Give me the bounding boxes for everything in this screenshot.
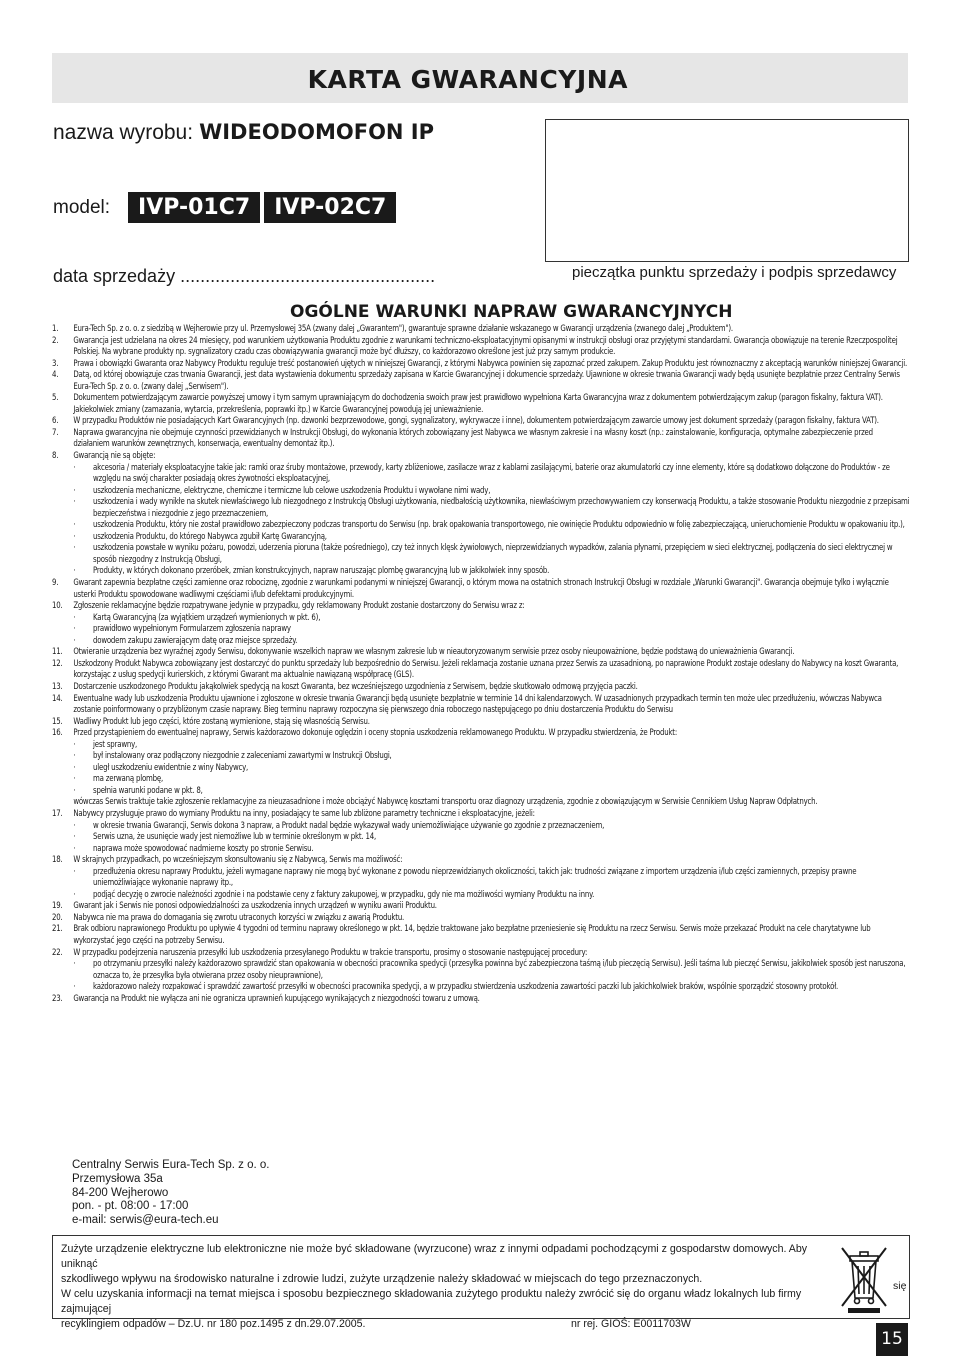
service-address [72, 1159, 270, 1228]
term-number: 3. [52, 358, 59, 369]
model-value-2: IVP-02C7 [264, 192, 396, 223]
section-title: OGÓLNE WARUNKI NAPRAW GWARANCYJNYCH [290, 302, 733, 322]
term-item [52, 728, 910, 740]
term-bullet-text: jest sprawny, [93, 739, 138, 750]
term-item [52, 913, 910, 925]
term-text: Gwarant zapewnia bezpłatne części zamienne oraz robociznę, zgodnie z warunkami podanymi w niniejszej Gwarancji, o którym mowa na ostatnich stronach Instrukcji Obsługi w rozdziale „Warunki Gwarancji". Gwarancja obejmuje tylko i wyłącznie usterki Produktu spowodowane wadliwymi częściami i/lub defektami produkcyjnymi. [73, 578, 889, 600]
term-number: 19. [52, 901, 63, 912]
product-name-value: WIDEODOMOFON IP [199, 120, 435, 144]
title-bar [52, 53, 908, 103]
model-label: model: [53, 196, 111, 218]
term-bullet-text: uszkodzenia Produktu, który nie został prawidłowo zabezpieczony podczas transportu do Serwisu (np. brak opakowania transportowego, nie owinięcie Produktu odpowiednio w folię zabezpieczającą, unieruchomienie Produktu w opakowaniu itp.), [93, 520, 905, 531]
term-number: 13. [52, 681, 63, 692]
term-bullet-text: Produkty, w których dokonano przeróbek, zmian konstrukcyjnych, napraw naruszając plombę gwarancyjną lub w jakikolwiek inny sposób. [93, 566, 550, 577]
term-bullet-text: uszkodzenia Produktu, do którego Nabywca zgubił Kartę Gwarancyjną, [93, 531, 327, 542]
term-item [52, 659, 910, 682]
weee-legal-ref: recyklingiem odpadów – Dz.U. nr 180 poz.1495 z dn.29.07.2005. [61, 1318, 366, 1330]
weee-line [61, 1317, 831, 1332]
term-number: 1. [52, 324, 59, 334]
product-name-label: nazwa wyrobu: [53, 121, 194, 144]
term-bullet-text: Kartą Gwarancyjną (za wyjątkiem urządzeń wymienionych w pkt. 6), [93, 612, 321, 623]
service-hours: pon. - pt. 08:00 - 17:00 [72, 1200, 189, 1213]
term-text: Otwieranie urządzenia bez wyraźnej zgody Serwisu, dokonywanie wszelkich napraw we własnym zakresie lub w nieautoryzowanym serwisie przez osoby nieupoważnione, będzie podstawą do unieważnienia Gwarancji. [73, 647, 795, 658]
term-number: 22. [52, 947, 63, 958]
term-bullet: · Serwis uzna, że usunięcie wady jest niemożliwe lub w terminie określonym w pkt. 14, [73, 832, 909, 844]
term-item [52, 682, 910, 694]
term-item [52, 324, 910, 336]
term-bullet-text: dowodem zakupu zawierającym datę oraz miejsce sprzedaży. [93, 635, 298, 646]
model-value-1: IVP-01C7 [128, 192, 260, 223]
term-item [52, 601, 910, 613]
service-street: Przemysłowa 35a [72, 1172, 163, 1185]
term-text: Eura-Tech Sp. z o. o. z siedzibą w Wejherowie przy ul. Przemysłowej 35A (zwany dalej „Gwarantem"), gwarantuje sprawne działanie wskazanego w Gwarancji urządzenia (zwanego dalej „Produktem"). [73, 324, 733, 334]
service-name: Centralny Serwis Eura-Tech Sp. z o. o. [72, 1159, 270, 1171]
term-item [52, 855, 910, 867]
term-bullet-text: uszkodzenia mechaniczne, elektryczne, chemiczne i termiczne lub celowe uszkodzenia Produktu i wywołane nimi wady, [93, 485, 491, 496]
term-text: Ewentualne wady lub uszkodzenia Produktu ujawnione i zgłoszone w okresie trwania Gwarancji będą usunięte bezpłatnie w terminie 14 dni kalendarzowych. W uzasadnionych przypadkach termin ten może ulec przedłużeniu, wówczas Nabywca zostanie poinformowany o przybliżonym czasie naprawy. Bieg terminu naprawy rozpoczyna się pierwszego dnia roboczego następującego po dniu dostarczenia Produktu do Serwisu [73, 693, 882, 716]
service-city: 84-200 Wejherowo [72, 1186, 169, 1199]
term-bullet: · przedłużenia okresu naprawy Produktu, jeżeli wymagane naprawy nie mogą być wykonane z powodu nieprzewidzianych okoliczności, takich jak: trudności związane z importem urządzenia i/lub części zamiennych, przepisy prawne uniemożliwiające wykonanie naprawy itp., [73, 867, 909, 890]
term-bullet-text: w okresie trwania Gwarancji, Serwis dokona 3 napraw, a Produkt nadal będzie wykazywał wady uniemożliwiające używanie go zgodnie z przeznaczeniem, [93, 820, 605, 831]
term-bullet: · uległ uszkodzeniu ewidentnie z winy Nabywcy, [73, 763, 909, 775]
term-bullet: · dowodem zakupu zawierającym datę oraz miejsce sprzedaży. [73, 636, 909, 648]
term-text: Gwarancją nie są objęte: [73, 451, 156, 462]
term-text: Dostarczenie uszkodzonego Produktu jakąkolwiek spedycją na koszt Gwaranta, bez wcześniejszego uzgodnienia z Serwisem, będzie skutkowało odmową przyjęcia paczki. [73, 681, 638, 692]
term-text: Przed przystąpieniem do ewentualnej naprawy, Serwis każdorazowo dokonuje oględzin i oceny stopnia uszkodzenia reklamowanego Produktu. W przypadku stwierdzenia, że Produkt: [73, 728, 678, 739]
term-bullet: · naprawa może spowodować nadmierne koszty po stronie Serwisu. [73, 844, 909, 856]
term-item [52, 336, 910, 359]
term-text: Brak odbioru naprawionego Produktu po upływie 4 tygodni od terminu naprawy określonego w pkt. 14, będzie traktowane jako bezpłatne przeniesienie się Produktu na rzecz Serwisu. Serwis może przekazać Produkt na cele charytatywne lub wykorzystać jego części na potrzeby Serwisu. [73, 924, 871, 946]
term-number: 18. [52, 855, 63, 866]
term-item [52, 994, 910, 1006]
term-text: Nabywca nie ma prawa do domagania się zwrotu utraconych korzyści w związku z awarią Produktu. [73, 912, 405, 923]
term-bullet: · uszkodzenia i wady wynikłe na skutek niewłaściwego lub niezgodnego z Instrukcją Obsługi użytkowania, niedbałością użytkownika, niewłaściwym przechowywaniem czy konserwacją Produktu, a także stosowanie Produktu niezgodnie z przepisami bezpieczeństwa i niezgodnie z jego przeznaczeniem, [73, 497, 910, 519]
term-bullet: · uszkodzenia Produktu, który nie został prawidłowo zabezpieczony podczas transportu do Serwisu (np. brak opakowania transportowego, nie owinięcie Produktu odpowiednio w folię zabezpieczającą, unieruchomienie Produktu w opakowaniu itp.), [73, 520, 909, 532]
term-number: 14. [52, 693, 63, 704]
term-number: 17. [52, 808, 63, 819]
term-text: Nabywcy przysługuje prawo do wymiany Produktu na inny, posiadający te same lub zbliżone parametry techniczne i eksploatacyjne, jeżeli: [73, 808, 535, 819]
term-bullet-text: był instalowany oraz podłączony niezgodnie z zaleceniami zawartymi w Instrukcji Obsługi, [93, 751, 392, 762]
term-number: 9. [52, 578, 59, 589]
term-item [52, 359, 910, 371]
term-text: W przypadku podejrzenia naruszenia przesyłki lub uszkodzenia przesyłanego Produktu w trakcie transportu, prosimy o stosowanie następującej procedury: [73, 947, 588, 958]
term-bullet: · uszkodzenia Produktu, do którego Nabywca zgubił Kartę Gwarancyjną, [73, 532, 909, 544]
term-bullet: · był instalowany oraz podłączony niezgodnie z zaleceniami zawartymi w Instrukcji Obsługi, [73, 751, 909, 763]
term-item [52, 924, 910, 947]
term-text: W przypadku Produktów nie posiadających Kart Gwarancyjnych (np. dzwonki bezprzewodowe, gongi, sygnalizatory, wykrywacze i inne), dokumentem potwierdzającym zawarcie umowy jest dokument sprzedaży (paragon fiskalny, faktura VAT). [73, 416, 879, 427]
term-item [52, 416, 910, 428]
term-bullet: · Produkty, w których dokonano przeróbek, zmian konstrukcyjnych, napraw naruszając plombę gwarancyjną lub w jakikolwiek inny sposób. [73, 566, 909, 578]
weee-line-end: się [893, 1280, 907, 1292]
term-text: Wadliwy Produkt lub jego części, które zostaną wymienione, stają się własnością Serwisu. [73, 716, 370, 727]
term-number: 4. [52, 370, 59, 381]
term-item [52, 901, 910, 913]
page-title: KARTA GWARANCYJNA [307, 65, 628, 94]
page-number: 15 [876, 1323, 908, 1356]
term-bullet-text: uszkodzenia powstałe w wyniku pożaru, powodzi, uderzenia pioruna (także pośredniego), czy też innych klęsk żywiołowych, nieprzewidzianych wypadków, zalania płynami, przepięciem w sieci elektrycznej, podłączenia do sieci elektrycznej w sposób niezgodny z Instrukcją Obsługi, [93, 543, 893, 565]
term-text: Uszkodzony Produkt Nabywca zobowiązany jest dostarczyć do punktu sprzedaży lub bezpośrednio do Serwisu. Jeżeli reklamacja zostanie uznana przez Serwis za uzasadnioną, po naprawione Produkt zostaje odesłany do Nabywcy na koszt Gwaranta, korzystając z usług spedycji kurierskich, z którymi Gwarant ma aktualnie nawiązaną współpracę (GLS). [73, 658, 899, 681]
term-item [52, 451, 910, 463]
sale-date-field: data sprzedaży ................................................... [53, 266, 436, 286]
term-bullet-text: każdorazowo należy rozpakować i sprawdzić zawartość przesyłki w obecności pracownika spedycji, a w przypadku stwierdzenia uszkodzenia zawartości paczki lub jakichkolwiek braków, wspólnie sporządzić stosowny protokół. [93, 982, 839, 993]
term-number: 7. [52, 427, 59, 438]
term-bullet-text: akcesoria / materiały eksploatacyjne takie jak: ramki oraz śruby montażowe, przewody, karty zbliżeniowe, zasilacze wraz z kablami zasilającymi, baterie oraz akumulatorki czy inne elementy, które są dodatkowo dołączone do Produktów - ze względu na swój charakter posiadają okres żywotności eksploatacyjnej, [93, 462, 890, 485]
term-bullet: · w okresie trwania Gwarancji, Serwis dokona 3 napraw, a Produkt nadal będzie wykazywał wady uniemożliwiające używanie go zgodnie z przeznaczeniem, [73, 821, 909, 833]
term-bullet-text: przedłużenia okresu naprawy Produktu, jeżeli wymagane naprawy nie mogą być wykonane z powodu nieprzewidzianych okoliczności, takich jak: trudności związane z importem urządzenia i/lub części zamiennych, przepisy prawne uniemożliwiające wykonanie naprawy itp., [93, 866, 857, 889]
term-number: 15. [52, 716, 63, 727]
term-number: 11. [52, 647, 63, 658]
term-bullet: · jest sprawny, [73, 740, 909, 752]
crossed-bin-icon [830, 1242, 930, 1314]
term-bullet-text: uległ uszkodzeniu ewidentnie z winy Nabywcy, [93, 762, 249, 773]
term-number: 2. [52, 335, 59, 346]
term-item [52, 694, 910, 717]
service-email: e-mail: serwis@eura-tech.eu [72, 1214, 219, 1227]
term-text: W skrajnych przypadkach, po wcześniejszym skonsultowaniu się z Nabywcą, Serwis ma możliwość: [73, 855, 403, 866]
term-item [52, 717, 910, 729]
term-bullet-text: prawidłowo wypełnionym Formularzem zgłoszenia naprawy [93, 624, 291, 635]
stamp-caption: pieczątka punktu sprzedaży i podpis sprzedawcy [572, 264, 897, 281]
term-number: 8. [52, 451, 59, 462]
weee-line: W celu uzyskania informacji na temat miejsca i sposobu bezpiecznego składowania zużytego produktu należy zwrócić się do organu władz lokalnych lub firmy zajmującej [61, 1288, 802, 1315]
stamp-box [545, 119, 909, 262]
term-bullet: · uszkodzenia powstałe w wyniku pożaru, powodzi, uderzenia pioruna (także pośredniego), czy też innych klęsk żywiołowych, nieprzewidzianych wypadków, zalania płynami, przepięciem w sieci elektrycznej, podłączenia do sieci elektrycznej w sposób niezgodny z Instrukcją Obsługi, [73, 543, 909, 566]
term-bullet: · prawidłowo wypełnionym Formularzem zgłoszenia naprawy [73, 624, 909, 636]
term-bullet-text: ma zerwaną plombę, [93, 774, 164, 785]
term-bullet-text: Serwis uzna, że usunięcie wady jest niemożliwe lub w terminie określonym w pkt. 14, [93, 832, 376, 843]
term-text: Dokumentem potwierdzającym zawarcie powyższej umowy i tym samym uprawniającym do dochodzenia swoich praw jest prawidłowo wypełniona Karta Gwarancyjna wraz z dokumentem potwierdzającym zakup (paragon fiskalny, faktura VAT). Jakiekolwiek zmiany (zamazania, wytarcia, przekreślenia, poprawki itp.) w Karcie Gwarancyjnej powodują jej unieważnienie. [73, 393, 883, 415]
term-text: Zgłoszenie reklamacyjne będzie rozpatrywane jedynie w przypadku, gdy reklamowany Produkt zostanie dostarczony do Serwisu wraz z: [73, 601, 525, 612]
term-number: 16. [52, 728, 63, 739]
term-item [52, 393, 910, 416]
term-item [52, 428, 910, 451]
term-bullet: · akcesoria / materiały eksploatacyjne takie jak: ramki oraz śruby montażowe, przewody, karty zbliżeniowe, zasilacze wraz z kablami zasilającymi, baterie oraz akumulatorki czy inne elementy, które są dodatkowo dołączone do Produktów - ze względu na swój charakter posiadają okres żywotności eksploatacyjnej, [73, 463, 909, 486]
term-number: 5. [52, 393, 59, 404]
term-bullet-text: naprawa może spowodować nadmierne koszty po stronie Serwisu. [93, 843, 314, 854]
term-bullet-text: podjąć decyzję o zwrocie należności zgodnie i na podstawie ceny z faktury zakupowej, w przypadku, gdy nie ma możliwości wymiany Produktu na inny. [93, 889, 595, 900]
term-bullet-text: uszkodzenia i wady wynikłe na skutek niewłaściwego lub niezgodnego z Instrukcją Obsługi użytkowania, niedbałością użytkownika, niewłaściwym przechowywaniem czy konserwacją Produktu, a także stosowanie Produktu niezgodnie z przepisami bezpieczeństwa i niezgodnie z jego przeznaczeniem, [93, 497, 910, 519]
term-number: 10. [52, 601, 63, 612]
term-bullet-text: spełnia warunki podane w pkt. 8, [93, 785, 203, 796]
term-bullet: · uszkodzenia mechaniczne, elektryczne, chemiczne i termiczne lub celowe uszkodzenia Produktu i wywołane nimi wady, [73, 486, 909, 498]
term-number: 12. [52, 658, 63, 669]
term-bullet-text: po otrzymaniu przesyłki należy każdorazowo sprawdzić stan opakowania w obecności pracownika spedycji (przesyłka powinna być zabezpieczona taśmą i/lub pieczęcią Serwisu). Jeśli taśma lub pieczęć Serwisu, jakikolwiek sposób jest naruszona, oznacza to, że przesyłka była otwierana przez osoby nieuprawnione), [93, 959, 906, 981]
term-bullet: · podjąć decyzję o zwrocie należności zgodnie i na podstawie ceny z faktury zakupowej, w przypadku, gdy nie ma możliwości wymiany Produktu na inny. [73, 890, 909, 902]
weee-text [61, 1242, 831, 1332]
term-bullet: · po otrzymaniu przesyłki należy każdorazowo sprawdzić stan opakowania w obecności pracownika spedycji (przesyłka powinna być zabezpieczona taśmą i/lub pieczęcią Serwisu). Jeśli taśma lub pieczęć Serwisu, jakikolwiek sposób jest naruszona, oznacza to, że przesyłka była otwierana przez osoby nieuprawnione), [73, 959, 909, 982]
terms-list [52, 324, 910, 1005]
term-text: Naprawa gwarancyjna nie obejmuje czynności przewidzianych w Instrukcji Obsługi, do wykonania których zobowiązany jest Nabywca we własnym zakresie i na własny koszt (np.: zainstalowanie, konfiguracja, optymalne zabezpieczenie przed działaniem warunków zewnętrznych, konserwacja, ewentualny demontaż itp.). [73, 427, 873, 450]
term-text: Prawa i obowiązki Gwaranta oraz Nabywcy Produktu reguluje treść postanowień ujętych w niniejszej Gwarancji, z którymi Nabywca powinien się zapoznać przed zakupem. Zakup Produktu jest równoznaczny z akceptacją warunków niniejszej Gwarancji. [73, 358, 907, 369]
weee-gios-number: nr rej. GIOŚ: E0011703W [571, 1318, 691, 1330]
model-row [53, 192, 400, 223]
term-text: Gwarancja na Produkt nie wyłącza ani nie ogranicza uprawnień kupującego wynikających z niezgodności towaru z umową. [73, 993, 480, 1004]
term-item [52, 948, 910, 960]
term-item [52, 647, 910, 659]
term-number: 6. [52, 416, 59, 427]
weee-line: Zużyte urządzenie elektryczne lub elektroniczne nie może być składowane (wyrzucone) wraz z innymi odpadami pochodzącymi z gospodarstw domowych. Aby uniknąć [61, 1243, 808, 1270]
term-text-continued: wówczas Serwis traktuje takie zgłoszenie reklamacyjne za nieuzasadnione i może obciążyć Nabywcę kosztami transportu oraz diagnozy urządzenia, zgodnie z obowiązującym w Serwisie Cennikiem Usług Napraw Odpłatnych. [73, 797, 818, 808]
term-item [52, 809, 910, 821]
term-number: 21. [52, 924, 63, 935]
term-bullet: · spełnia warunki podane w pkt. 8, [73, 786, 909, 798]
weee-notice [52, 1235, 910, 1330]
term-item [52, 578, 910, 601]
term-text: Gwarancja jest udzielana na okres 24 miesięcy, pod warunkiem użytkowania Produktu zgodnie z warunkami techniczno-eksploatacyjnymi opisanymi w instrukcji obsługi oraz przyjętymi standardami. Gwarancja obowiązuje na terenie Rzeczpospolitej Polskiej. Na wybrane produkty np. sygnalizatory czadu czas obowiązywania gwarancji może być dłuższy, co każdorazowo określone jest już przy samym produkcie. [73, 335, 898, 358]
weee-line: szkodliwego wpływu na środowisko naturalne i zdrowie ludzi, zużyte urządzenie należy składować w miejscach do tego przeznaczonych. [61, 1273, 703, 1285]
term-bullet: · każdorazowo należy rozpakować i sprawdzić zawartość przesyłki w obecności pracownika spedycji, a w przypadku stwierdzenia uszkodzenia zawartości paczki lub jakichkolwiek braków, wspólnie sporządzić stosowny protokół. [73, 982, 909, 994]
term-number: 20. [52, 912, 63, 923]
term-bullet: · Kartą Gwarancyjną (za wyjątkiem urządzeń wymienionych w pkt. 6), [73, 613, 909, 625]
term-bullet: · ma zerwaną plombę, [73, 774, 909, 786]
term-item [52, 370, 910, 393]
product-name-row [53, 120, 434, 145]
term-text: Datą, od której obowiązuje czas trwania Gwarancji, jest data wystawienia dokumentu sprzedaży zapisana w Karcie Gwarancyjnej i dokumencie sprzedaży. Ujawnione w okresie trwania Gwarancji wady będą usunięte bezpłatnie przez Centralny Serwis Eura-Tech Sp. z o. o. (zwany dalej „Serwisem"). [73, 370, 900, 392]
term-text: Gwarant jak i Serwis nie ponosi odpowiedzialności za uszkodzenia innych urządzeń w wyniku awarii Produktu. [73, 901, 437, 912]
term-number: 23. [52, 993, 63, 1004]
